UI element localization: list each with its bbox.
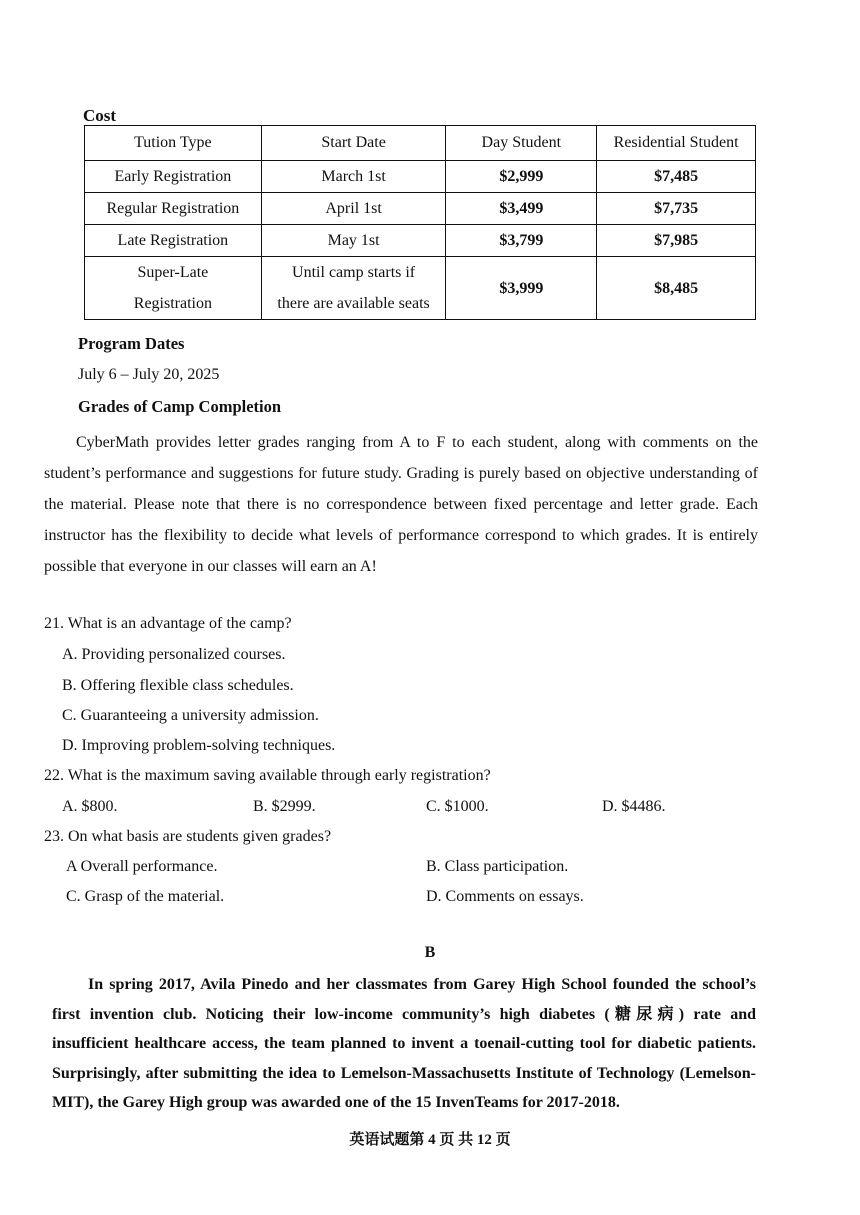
cell-line: Until camp starts if	[292, 264, 416, 281]
option-23-b: B. Class participation.	[426, 858, 569, 875]
cell-residential-price: $7,735	[597, 193, 756, 225]
table-row	[85, 257, 756, 320]
question-23-stem: 23. On what basis are students given grades?	[44, 828, 332, 845]
program-dates-value: July 6 – July 20, 2025	[78, 366, 220, 383]
cell-day-price: $3,499	[446, 193, 597, 225]
section-b-paragraph: In spring 2017, Avila Pinedo and her classmates from Garey High School founded the school’s first invention club. Noticing their low-income community’s high diabetes (糖尿病) rate and insufficient healthcare access, the team planned to invent a toenail-cutting tool for diabetic patients. Surprisingly, after submitting the idea to Lemelson-Massachusetts Institute of Technology (Lemelson-MIT), the Garey High group was awarded one of the 15 InvenTeams for 2017-2018.	[52, 976, 756, 1111]
cell-tuition-type: Regular Registration	[85, 193, 262, 225]
cell-residential-price: $7,485	[597, 161, 756, 193]
grades-paragraph: CyberMath provides letter grades ranging from A to F to each student, along with comments on the student’s performance and suggestions for future study. Grading is purely based on objective understanding of the material. Please note that there is no correspondence between fixed percentage and letter grade. Each instructor has the flexibility to decide what levels of performance correspond to which grades. It is entirely possible that everyone in our classes will earn an A!	[44, 434, 758, 575]
cell-start-date: March 1st	[261, 161, 446, 193]
option-22-d: D. $4486.	[602, 798, 666, 815]
cell-residential-price: $7,985	[597, 225, 756, 257]
option-22-a: A. $800.	[62, 798, 118, 815]
option-21-c: C. Guaranteeing a university admission.	[62, 707, 319, 724]
header-residential-student: Residential Student	[597, 126, 756, 161]
question-22-stem: 22. What is the maximum saving available through early registration?	[44, 767, 491, 784]
program-dates-heading: Program Dates	[78, 334, 185, 353]
cell-day-price: $3,799	[446, 225, 597, 257]
option-23-c: C. Grasp of the material.	[66, 888, 225, 905]
cell-day-price: $3,999	[446, 257, 597, 320]
header-start-date: Start Date	[261, 126, 446, 161]
cell-line: Super-Late	[137, 264, 209, 281]
page-footer: 英语试题第 4 页 共 12 页	[349, 1132, 511, 1148]
header-day-student: Day Student	[446, 126, 597, 161]
cell-line: there are available seats	[277, 295, 430, 312]
cell-line: Registration	[133, 295, 212, 312]
table-row	[85, 193, 756, 225]
option-23-a: A Overall performance.	[66, 858, 218, 875]
option-22-b: B. $2999.	[253, 798, 316, 815]
cell-tuition-type: Early Registration	[85, 161, 262, 193]
cell-day-price: $2,999	[446, 161, 597, 193]
table-header-row	[85, 126, 756, 161]
option-23-d: D. Comments on essays.	[426, 888, 584, 905]
question-21-stem: 21. What is an advantage of the camp?	[44, 615, 292, 632]
header-tuition-type: Tution Type	[85, 126, 262, 161]
cell-tuition-type: Late Registration	[85, 225, 262, 257]
cell-tuition-type	[85, 257, 262, 320]
section-b-heading: B	[424, 944, 436, 961]
cell-start-date: May 1st	[261, 225, 446, 257]
cost-table	[84, 125, 756, 320]
cost-heading: Cost	[83, 106, 117, 125]
option-21-d: D. Improving problem-solving techniques.	[62, 737, 336, 754]
grades-heading: Grades of Camp Completion	[78, 397, 282, 416]
cell-residential-price: $8,485	[597, 257, 756, 320]
option-21-b: B. Offering flexible class schedules.	[62, 677, 294, 694]
table-row	[85, 161, 756, 193]
option-21-a: A. Providing personalized courses.	[62, 646, 286, 663]
cell-start-date	[261, 257, 446, 320]
table-row	[85, 225, 756, 257]
cell-start-date: April 1st	[261, 193, 446, 225]
option-22-c: C. $1000.	[426, 798, 489, 815]
